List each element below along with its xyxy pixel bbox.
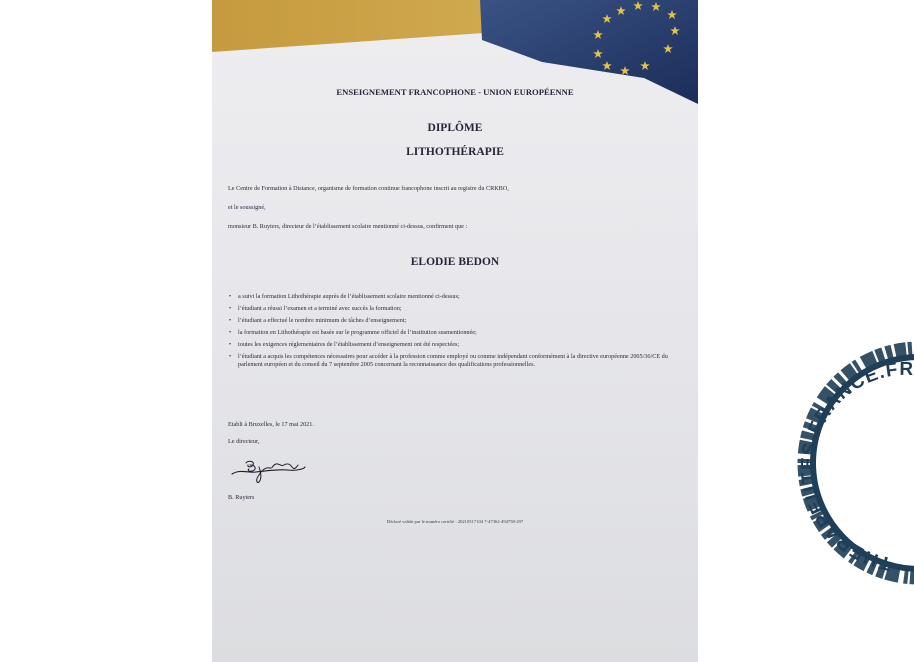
svg-text:THERAPEUTES-FRANCE.FR [798, 359, 914, 574]
eu-flag-banner [212, 0, 698, 120]
recipient-name: ELODIE BEDON [410, 256, 500, 268]
condition-item: • l’étudiant a réussi l’examen et a terminé avec succès la formation; [228, 305, 668, 313]
conditions-list [228, 293, 668, 373]
condition-item: • toutes les exigences réglementaires de l’établissement d’enseignement ont été respectées; [228, 341, 668, 349]
intro-line: Le Centre de Formation à Distance, organisme de formation continue francophone inscrit au registre du CRKBO, [228, 185, 509, 192]
signatory-name: B. Ruyters [228, 494, 255, 501]
diploma-label: DIPLÔME [427, 122, 483, 134]
intro-line: monsieur B. Ruyters, directeur de l’établissement scolaire mentionné ci-dessus, confirment que : [228, 223, 468, 230]
condition-item: • la formation en Lithothérapie est basée sur le programme officiel de l’institution susmentionnée; [228, 329, 668, 337]
validation-note: Déclaré valide par le numéro certifié : 20210517104 7-47362-494758-297 [386, 519, 524, 524]
diploma-subject: LITHOTHÉRAPIE [406, 146, 504, 158]
header-title: ENSEIGNEMENT FRANCOPHONE - UNION EUROPÉENNE [336, 87, 574, 97]
condition-item: • l’étudiant a effectué le nombre minimum de tâches d’enseignement; [228, 317, 668, 325]
condition-item: • l’étudiant a acquis les compétences nécessaires pour accéder à la profession comme employé ou comme indépendant conformément à la directive européenne 2005/36/CE du parlement européen et du conseil du 7 septembre 2005 concernant la reconnaissance des qualifications professionnelles. [228, 353, 668, 369]
seal-stamp-icon [780, 318, 914, 608]
intro-line: et le soussigné, [228, 204, 266, 211]
stamp-text: THERAPEUTES-FRANCE.FR [797, 358, 914, 574]
place-date: Etabli à Bruxelles, le 17 mai 2021. [228, 421, 314, 428]
signatory-label: Le directeur, [228, 438, 260, 445]
signature-icon [226, 452, 306, 486]
condition-item: • a suivi la formation Lithothérapie auprès de l’établissement scolaire mentionné ci-dessus; [228, 293, 668, 301]
diploma-certificate [212, 0, 698, 662]
